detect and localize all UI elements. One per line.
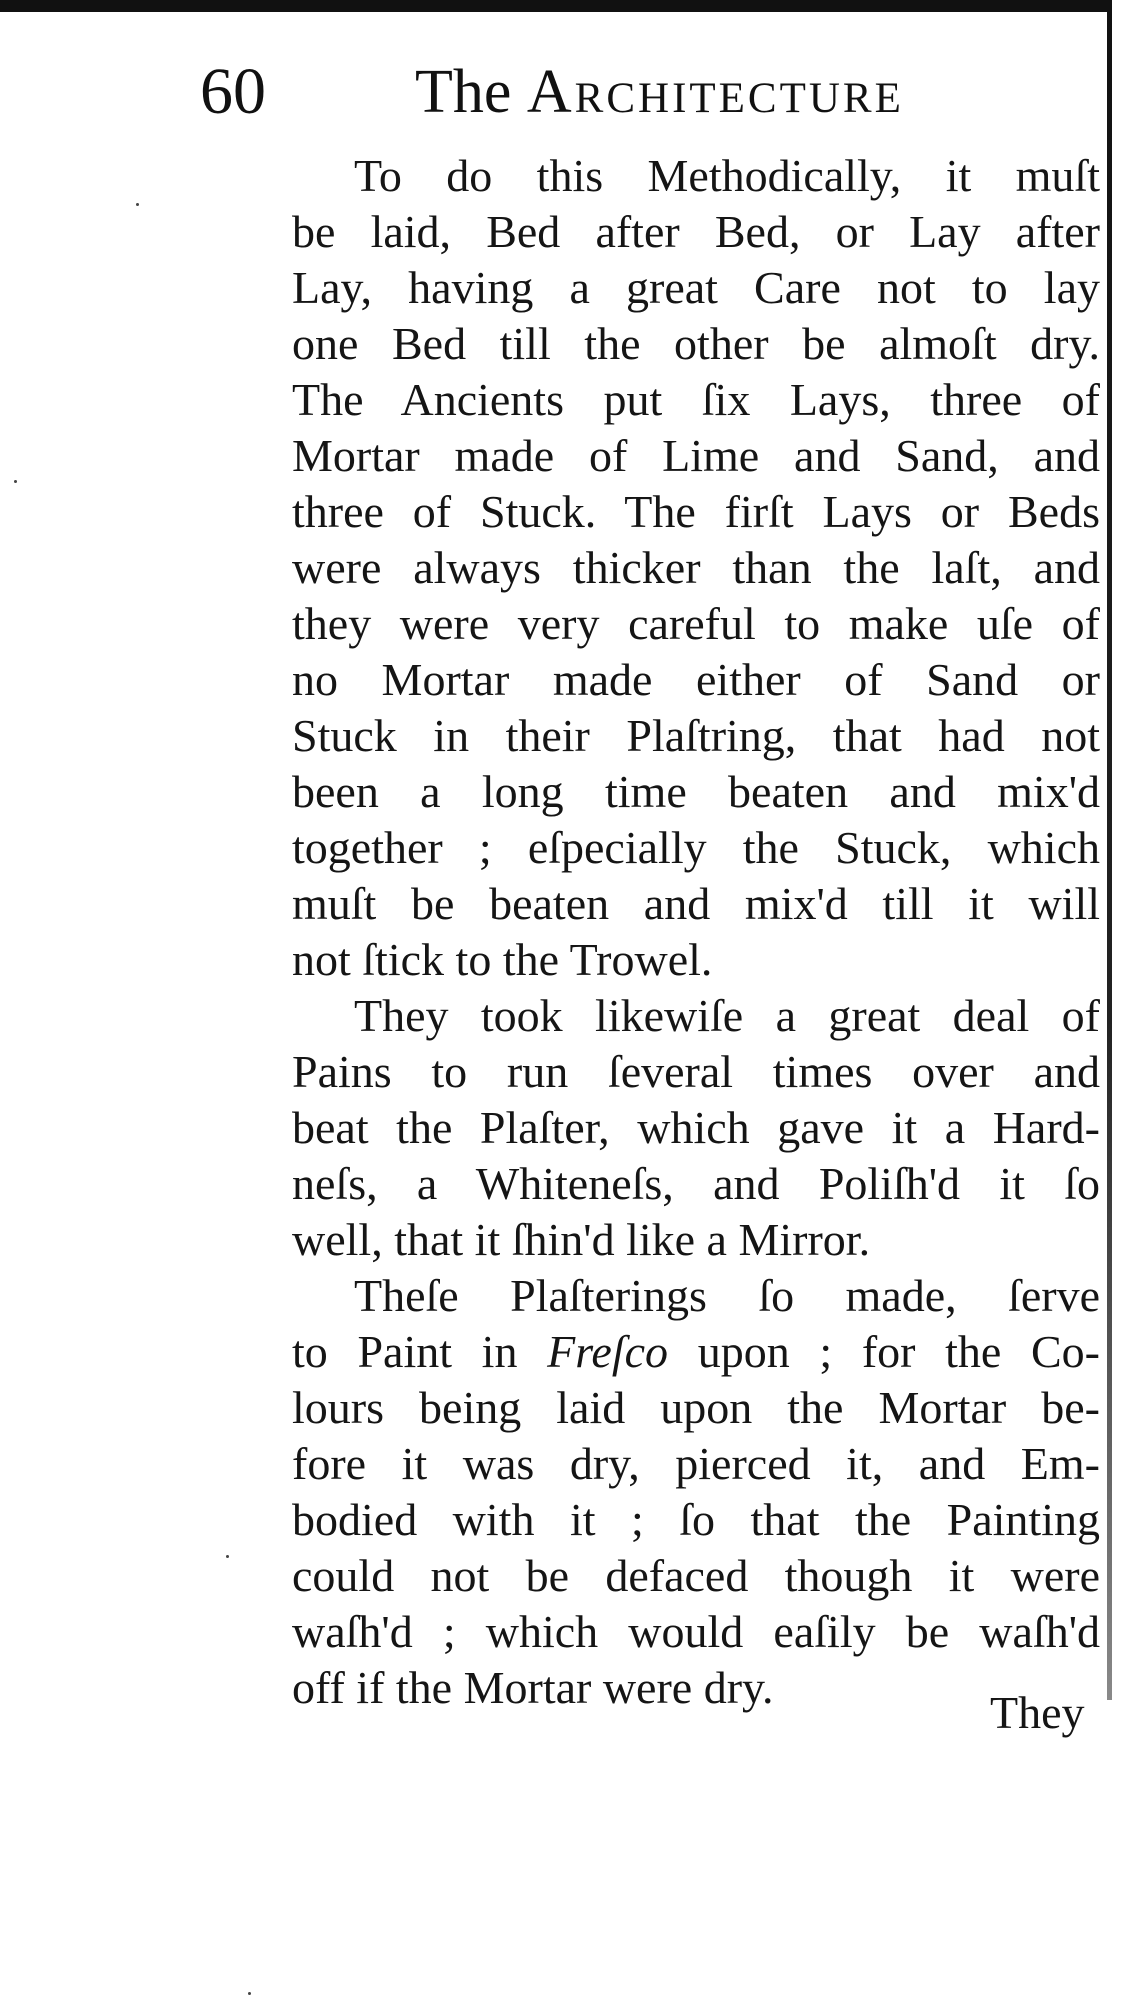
text-line: one Bed till the other be almoſt dry. bbox=[292, 318, 1100, 369]
right-margin-shadow bbox=[1107, 0, 1112, 1700]
text-line: Lay, having a great Care not to lay bbox=[292, 262, 1100, 313]
text-line: To do this Methodically, it muſt bbox=[354, 150, 1100, 201]
text-line: waſh'd ; which would eaſily be waſh'd bbox=[292, 1606, 1100, 1657]
text-line: Theſe Plaſterings ſo made, ſerve bbox=[354, 1270, 1100, 1321]
running-title-architecture: Architecture bbox=[526, 58, 904, 126]
text-line: bodied with it ; ſo that the Painting bbox=[292, 1494, 1100, 1545]
text-line: fore it was dry, pierced it, and Em- bbox=[292, 1438, 1100, 1489]
text-line: be laid, Bed after Bed, or Lay after bbox=[292, 206, 1100, 257]
text-line: Mortar made of Lime and Sand, and bbox=[292, 430, 1100, 481]
running-head bbox=[200, 52, 1080, 132]
text-line: together ; eſpecially the Stuck, which bbox=[292, 822, 1100, 873]
text-line: well, that it ſhin'd like a Mirror. bbox=[292, 1214, 871, 1265]
text-line: lours being laid upon the Mortar be- bbox=[292, 1382, 1100, 1433]
italic-word: Freſco bbox=[547, 1326, 669, 1377]
text-line: neſs, a Whiteneſs, and Poliſh'd it ſo bbox=[292, 1158, 1100, 1209]
scan-speck bbox=[226, 1555, 229, 1558]
text-line: The Ancients put ſix Lays, three of bbox=[292, 374, 1100, 425]
paragraph-1 bbox=[292, 148, 1100, 988]
text-line: could not be defaced though it were bbox=[292, 1550, 1100, 1601]
top-border-rule bbox=[0, 0, 1110, 12]
paragraph-3 bbox=[292, 1268, 1100, 1716]
text-line: beat the Plaſter, which gave it a Hard- bbox=[292, 1102, 1100, 1153]
running-title-the: The bbox=[415, 58, 512, 126]
text-line: they were very careful to make uſe of bbox=[292, 598, 1100, 649]
text-line: been a long time beaten and mix'd bbox=[292, 766, 1100, 817]
text-line: no Mortar made either of Sand or bbox=[292, 654, 1100, 705]
scan-speck bbox=[248, 1992, 251, 1995]
text-line: not ſtick to the Trowel. bbox=[292, 934, 713, 985]
text-line: Pains to run ſeveral times over and bbox=[292, 1046, 1100, 1097]
page-number: 60 bbox=[200, 55, 266, 128]
scan-speck bbox=[14, 480, 17, 483]
paragraph-2 bbox=[292, 988, 1100, 1268]
running-title bbox=[415, 52, 904, 132]
catchword: They bbox=[990, 1687, 1085, 1738]
text-line: Stuck in their Plaſtring, that had not bbox=[292, 710, 1100, 761]
text-line: three of Stuck. The firſt Lays or Beds bbox=[292, 486, 1100, 537]
text-line: They took likewiſe a great deal of bbox=[354, 990, 1100, 1041]
text-line: were always thicker than the laſt, and bbox=[292, 542, 1100, 593]
scan-speck bbox=[136, 203, 139, 206]
text-line: off if the Mortar were dry. bbox=[292, 1662, 774, 1713]
text-line: muſt be beaten and mix'd till it will bbox=[292, 878, 1100, 929]
text-line: to Paint in Freſco upon ; for the Co- bbox=[292, 1326, 1100, 1377]
body-text bbox=[292, 148, 1100, 1716]
